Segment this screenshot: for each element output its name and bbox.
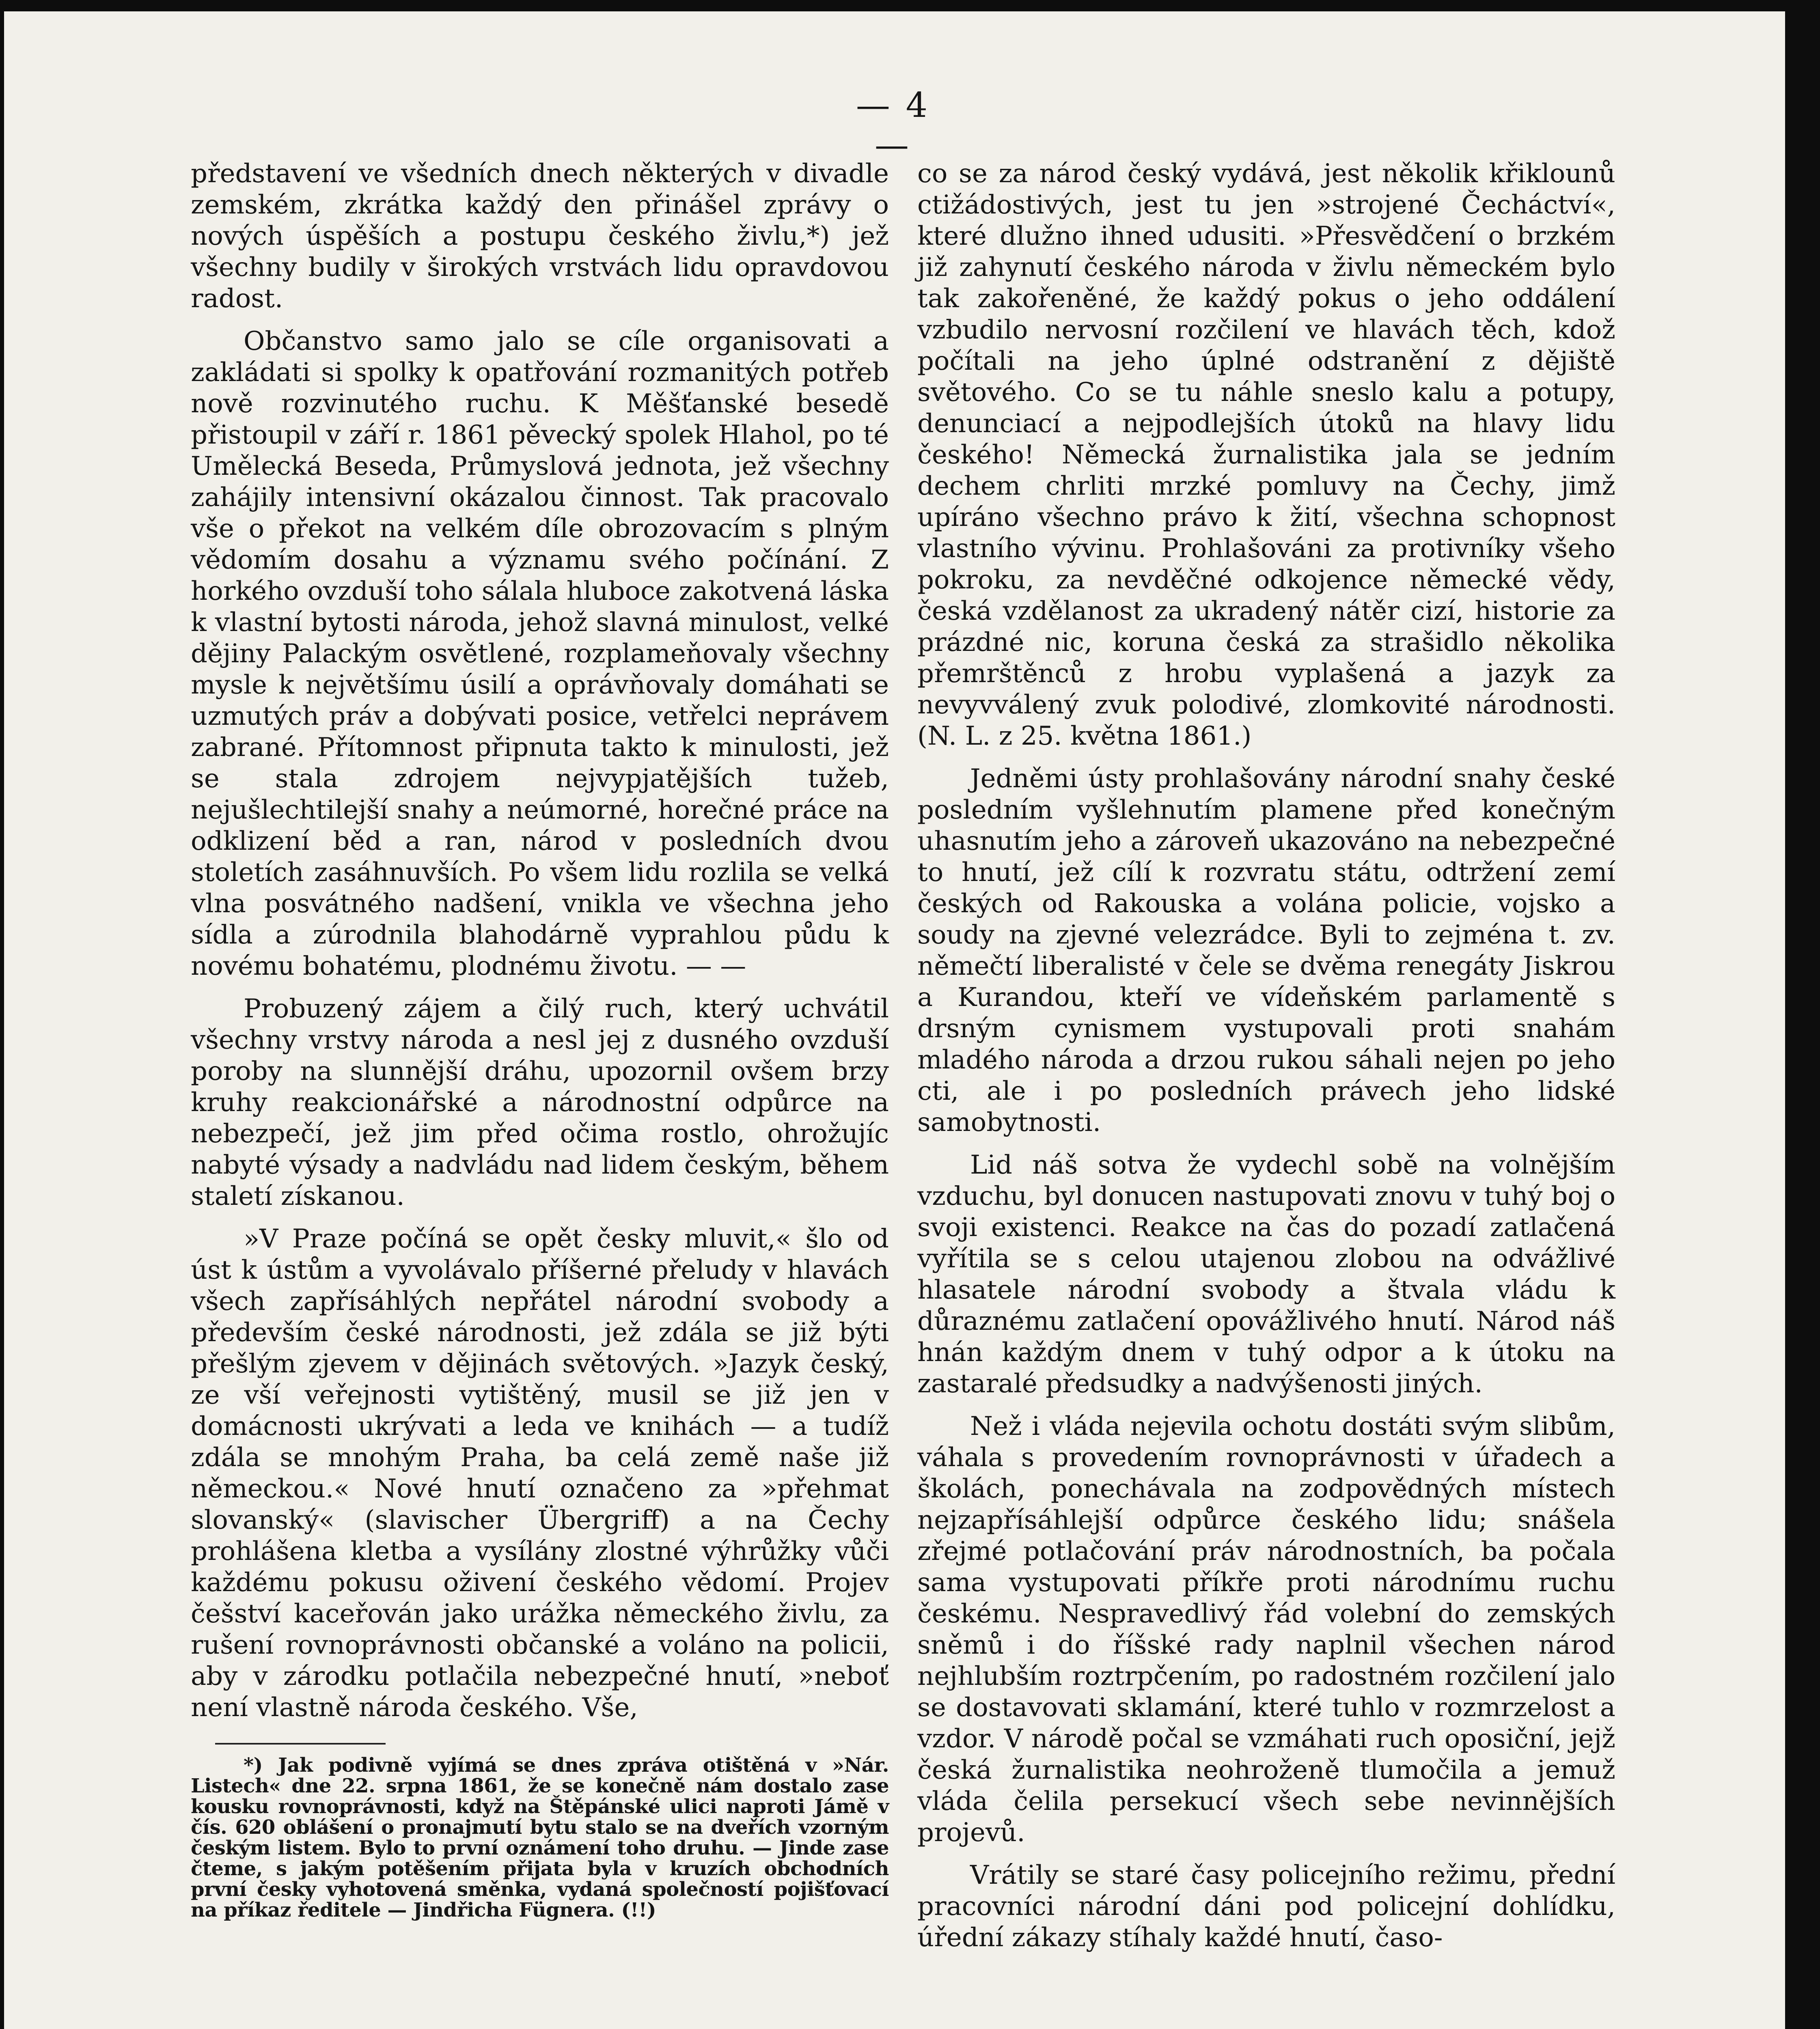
footnote: *) Jak podivně vyjímá se dnes zpráva otištěná v »Nár. Listech« dne 22. srpna 1861, že se konečně nám dostalo zase kousku rovnoprávnosti, když na Štěpánské ulici naproti Jámě v čís. 620 oblášení o pronajmutí bytu stalo se na dveřích vzorným českým listem. Bylo to první oznámení toho druhu. — Jinde zase čteme, s jakým potěšením přijata byla v kruzích obchodních první česky vyhotovená směnka, vydaná společností pojišťovací na příkaz ředitele — Jindřicha Fügnera. (!!): [191, 1754, 889, 1921]
left-column: [191, 158, 889, 1921]
paragraph: Lid náš sotva že vydechl sobě na volnějším vzduchu, byl donucen nastupovati znovu v tuhý boj o svoji existenci. Reakce na čas do pozadí zatlačená vyřítila se s celou utajenou zlobou na odvážlivé hlasatele národní svobody a štvala vládu k důraznému zatlačení opovážlivého hnutí. Národ náš hnán každým dnem v tuhý odpor a k útoku na zastaralé předsudky a nadvýšenosti jiných.: [917, 1150, 1615, 1399]
paragraph: Probuzený zájem a čilý ruch, který uchvátil všechny vrstvy národa a nesl jej z dusného ovzduší poroby na slunnější dráhu, upozornil ovšem brzy kruhy reakcionářské a národnostní odpůrce na nebezpečí, jež jim před očima rostlo, ohrožujíc nabyté výsady a nadvládu nad lidem českým, během staletí získanou.: [191, 994, 889, 1211]
paragraph: co se za národ český vydává, jest několik křiklounů ctižádostivých, jest tu jen »strojené Čecháctví«, které dlužno ihned udusiti. »Přesvědčení o brzkém již zahynutí českého národa v živlu německém bylo tak zakořeněné, že každý pokus o jeho oddálení vzbudilo nervosní rozčilení ve hlavách těch, kdož počítali na jeho úplné odstranění z dějiště světového. Co se tu náhle sneslo kalu a potupy, denunciací a nejpodlejších útoků na hlavy lidu českého! Německá žurnalistika jala se jedním dechem chrliti mrzké pomluvy na Čechy, jimž upíráno všechno právo k žití, všechna schopnost vlastního vývinu. Prohlašováni za protivníky všeho pokroku, za nevděčné odkojence německé vědy, česká vzdělanost za ukradený nátěr cizí, historie za prázdné nic, koruna česká za strašidlo několika přemrštěnců z hrobu vyplašená a jazyk za nevyvválený zvuk polodivé, zlomkovité národnosti. (N. L. z 25. května 1861.): [917, 159, 1615, 751]
paragraph: představení ve všedních dnech některých v divadle zemském, zkrátka každý den přinášel zprávy o nových úspěších a postupu českého živlu,*) jež všechny budily v širokých vrstvách lidu opravdovou radost.: [191, 159, 889, 314]
scan-border-right: [1785, 0, 1820, 2029]
paragraph: Jedněmi ústy prohlašovány národní snahy české posledním vyšlehnutím plamene před konečným uhasnutím jeho a zároveň ukazováno na nebezpečné to hnutí, jež cílí k rozvratu státu, odtržení zemí českých od Rakouska a volána policie, vojsko a soudy na zjevné velezrádce. Byli to zejména t. zv. němečtí liberalisté v čele se dvěma renegáty Jiskrou a Kurandou, kteří ve vídeňském parlamentě s drsným cynismem vystupovali proti snahám mladého národa a drzou rukou sáhali nejen po jeho cti, ale i po posledních právech jeho lidské samobytnosti.: [917, 764, 1615, 1137]
page-number: — 4 —: [856, 85, 930, 165]
scan-border-top: [0, 0, 1820, 11]
scan-border-left: [0, 0, 4, 2029]
right-column: [917, 158, 1615, 1965]
footnote-separator: [215, 1743, 386, 1745]
paragraph: Vrátily se staré časy policejního režimu, přední pracovníci národní dáni pod policejní dohlídku, úřední zákazy stíhaly každé hnutí, časo-: [917, 1860, 1615, 1953]
paragraph: »V Praze počíná se opět česky mluvit,« šlo od úst k ústům a vyvolávalo příšerné přeludy v hlavách všech zapřísáhlých nepřátel národní svobody a především české národnosti, jež zdála se již býti přešlým zjevem v dějinách světových. »Jazyk český, ze vší veřejnosti vytištěný, musil se již jen v domácnosti ukrývati a leda ve knihách — a tudíž zdála se mnohým Praha, ba celá země naše již německou.« Nové hnutí označeno za »přehmat slovanský« (slavischer Übergriff) a na Čechy prohlášena kletba a vysílány zlostné výhrůžky vůči každému pokusu oživení českého vědomí. Projev češství kaceřován jako urážka německého živlu, za rušení rovnoprávnosti občanské a voláno na policii, aby v zárodku potlačila nebezpečné hnutí, »neboť není vlastně národa českého. Vše,: [191, 1224, 889, 1723]
paragraph: Občanstvo samo jalo se cíle organisovati a zakládati si spolky k opatřování rozmanitých potřeb nově rozvinutého ruchu. K Měšťanské besedě přistoupil v září r. 1861 pěvecký spolek Hlahol, po té Umělecká Beseda, Průmyslová jednota, jež všechny zahájily intensivní okázalou činnost. Tak pracovalo vše o překot na velkém díle obrozovacím s plným vědomím dosahu a významu svého počínání. Z horkého ovzduší toho sálala hluboce zakotvená láska k vlastní bytosti národa, jehož slavná minulost, velké dějiny Palackým osvětlené, rozplameňovaly všechny mysle k největšímu úsilí a oprávňovaly domáhati se uzmutých práv a dobývati posice, vetřelci neprávem zabrané. Přítomnost připnuta takto k minulosti, jež se stala zdrojem nejvypjatějších tužeb, nejušlechtilejší snahy a neúmorné, horečné práce na odklizení běd a ran, národ v posledních dvou stoletích zasáhnuvších. Po všem lidu rozlila se velká vlna posvátného nadšení, vnikla ve všechna jeho sídla a zúrodnila blahodárně vyprahlou půdu k novému bohatému, plodnému životu. — —: [191, 326, 889, 981]
paragraph: Než i vláda nejevila ochotu dostáti svým slibům, váhala s provedením rovnoprávnosti v úřadech a školách, ponechávala na zodpovědných místech nejzapřísáhlejší odpůrce českého lidu; snášela zřejmé potlačování práv národnostních, ba počala sama vystupovati příkře proti národnímu ruchu českému. Nespravedlivý řád volební do zemských sněmů i do říšské rady naplnil všechen národ nejhlubším roztrpčením, po radostném rozčilení jalo se dostavovati sklamání, které tuhlo v rozmrzelost a vzdor. V národě počal se vzmáhati ruch oposiční, jejž česká žurnalistika neohroženě tlumočila a jemuž vláda čelila persekucí všech sebe nevinnějších projevů.: [917, 1411, 1615, 1848]
